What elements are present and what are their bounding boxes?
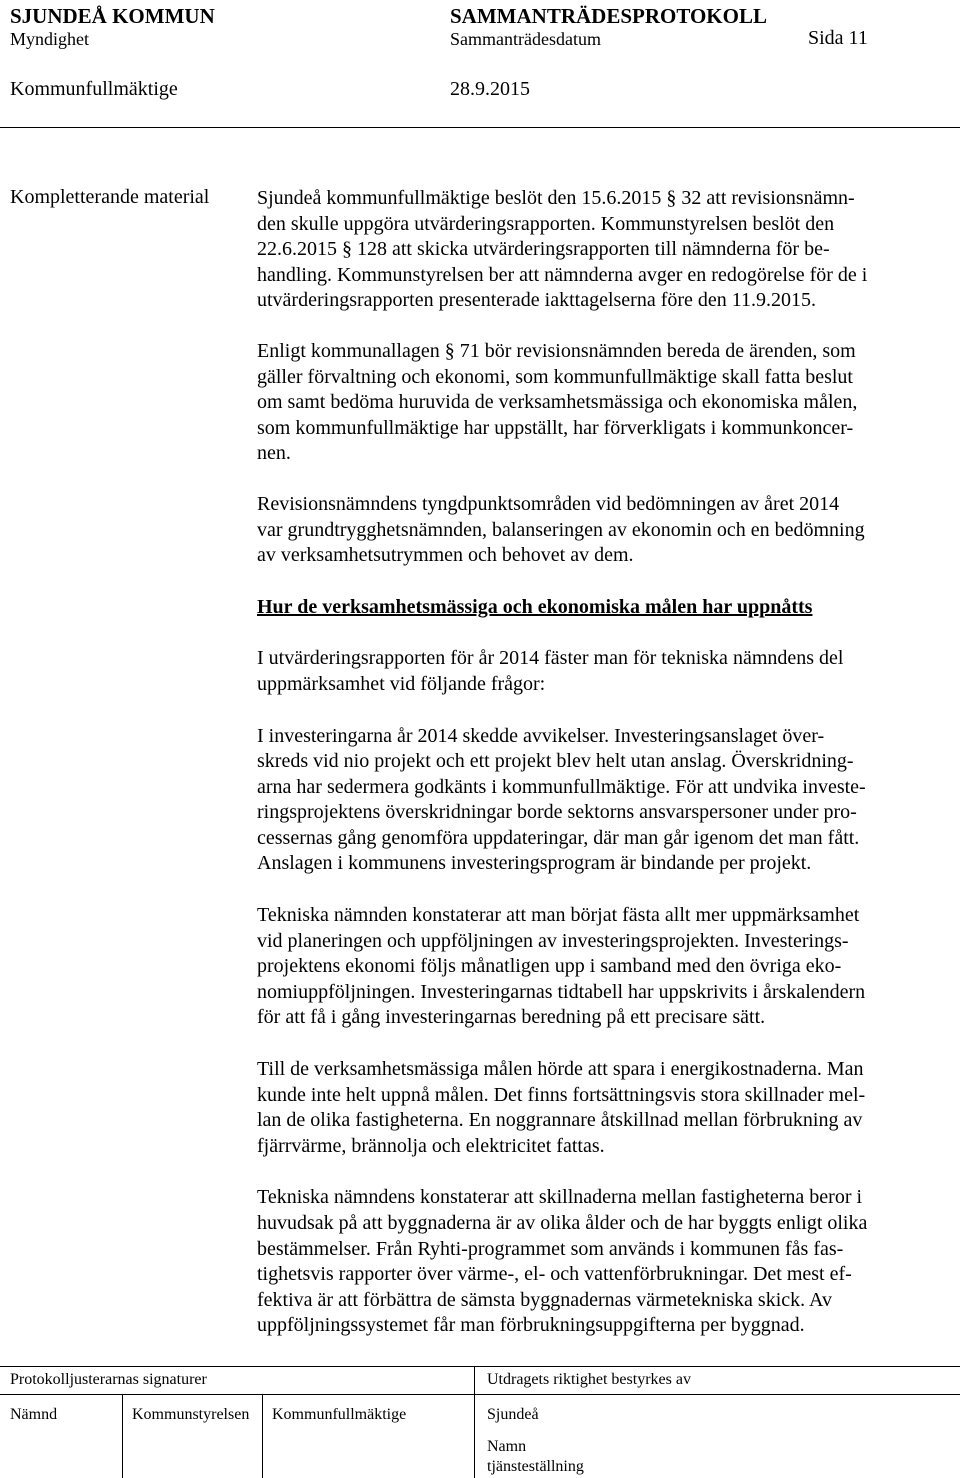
paragraph-line: som kommunfullmäktige har uppställt, har förverkligats i kommunkoncer- [257,416,854,439]
header-divider [0,127,960,128]
paragraph-line: projektens ekonomi följs månatligen upp i samband med den övriga eko- [257,955,842,978]
footer-divider [0,1366,960,1367]
place-label: Sjundeå [487,1406,539,1423]
paragraph-line: för att få i gång investeringarnas beredning på ett precisare sätt. [257,1006,766,1029]
footer-cell-divider [122,1394,123,1478]
governing-body: Kommunfullmäktige [10,78,178,100]
paragraph-line: Tekniska nämndens konstaterar att skillnaderna mellan fastigheterna beror i [257,1186,863,1209]
paragraph-line: om samt bedöma huruvida de verksamhetsmässiga och ekonomiska målen, [257,391,858,414]
paragraph-line: av verksamhetsutrymmen och behovet av dem. [257,544,634,567]
signatures-label: Protokolljusterarnas signaturer [10,1371,207,1388]
section-label: Kompletterande material [10,186,210,208]
paragraph-line: lan de olika fastigheterna. En noggrannare åtskillnad mellan förbrukning av [257,1109,863,1132]
paragraph-line: Till de verksamhetsmässiga målen hörde att spara i energikostnaderna. Man [257,1058,864,1081]
paragraph-line: ringsprojektens överskridningar borde sektorns ansvarspersoner under pro- [257,801,857,824]
paragraph-line: den skulle uppgöra utvärderingsrapporten. Kommunstyrelsen beslöt den [257,212,835,235]
paragraph-line: arna har sedermera godkänts i kommunfullmäktige. För att undvika investe- [257,775,866,798]
footer-cell-divider [262,1394,263,1478]
paragraph-line: tighetsvis rapporter över värme-, el- och vattenförbrukningar. Det mest ef- [257,1263,852,1286]
document-body [257,186,957,1339]
paragraph-line: nen. [257,442,291,465]
signature-field-namnd: Nämnd [10,1406,58,1423]
paragraph-line: kunde inte helt uppnå målen. Det finns fortsättningsvis stora skillnader mel- [257,1083,866,1106]
organization-name: SJUNDEÅ KOMMUN [10,4,215,28]
paragraph-line: cessernas gång genomföra uppdateringar, där man går igenom det man fått. [257,826,860,849]
paragraph-line: I utvärderingsrapporten för år 2014 fäster man för tekniska nämndens del [257,647,844,670]
footer-column-divider [474,1366,475,1478]
name-label: Namn [487,1438,527,1455]
page-number: Sida 11 [808,27,868,49]
paragraph-line: handling. Kommunstyrelsen ber att nämnderna avger en redogörelse för de i [257,263,868,286]
paragraph-line: Enligt kommunallagen § 71 bör revisionsnämnden bereda de ärenden, som [257,339,856,362]
paragraph-line: 22.6.2015 § 128 att skicka utvärderingsrapporten till nämnderna för be- [257,238,830,261]
paragraph-line: uppmärksamhet vid följande frågor: [257,672,546,695]
paragraph-line: Anslagen i kommunens investeringsprogram är bindande per projekt. [257,852,812,875]
paragraph-line: uppföljningssystemet får man förbrukningsuppgifterna per byggnad. [257,1314,805,1337]
position-label: tjänsteställning [487,1458,584,1475]
signature-field-kommunstyrelsen: Kommunstyrelsen [132,1406,250,1423]
paragraph-line: gäller förvaltning och ekonomi, som kommunfullmäktige skall fatta beslut [257,365,853,388]
paragraph-line: Revisionsnämndens tyngdpunktsområden vid bedömningen av året 2014 [257,492,840,515]
meeting-date-label: Sammanträdesdatum [450,29,601,49]
paragraph-line: vid planeringen och uppföljningen av investeringsprojekten. Investerings- [257,929,849,952]
verified-by-label: Utdragets riktighet bestyrkes av [487,1371,691,1388]
footer-divider-inner [0,1394,960,1395]
paragraph-line: bestämmelser. Från Ryhti-programmet som används i kommunen fås fas- [257,1237,844,1260]
section-heading: Hur de verksamhetsmässiga och ekonomiska målen har uppnåtts [257,595,813,618]
paragraph-line: huvudsak på att byggnaderna är av olika ålder och de har byggts enligt olika [257,1212,868,1234]
paragraph-line: nomiuppföljningen. Investeringarnas tidtabell har uppskrivits i årskalendern [257,980,866,1003]
paragraph-line: utvärderingsrapporten presenterade iakttagelserna före den 11.9.2015. [257,289,817,312]
paragraph-line: fektiva är att förbättra de sämsta byggnadernas värmetekniska skick. Av [257,1288,832,1311]
meeting-date: 28.9.2015 [450,78,530,100]
paragraph-line: fjärrvärme, brännolja och elektricitet fattas. [257,1134,605,1157]
paragraph-line: Tekniska nämnden konstaterar att man börjat fästa allt mer uppmärksamhet [257,904,860,927]
paragraph-line: Sjundeå kommunfullmäktige beslöt den 15.6.2015 § 32 att revisionsnämn- [257,187,855,209]
paragraph-line: I investeringarna år 2014 skedde avvikelser. Investeringsanslaget över- [257,724,825,747]
signature-field-kommunfullmaktige: Kommunfullmäktige [272,1406,407,1423]
authority-label: Myndighet [10,29,89,49]
paragraph-line: var grundtrygghetsnämnden, balanseringen av ekonomin och en bedömning [257,518,865,541]
document-type: SAMMANTRÄDESPROTOKOLL [450,4,767,28]
paragraph-line: skreds vid nio projekt och ett projekt blev helt utan anslag. Överskridning- [257,750,854,773]
